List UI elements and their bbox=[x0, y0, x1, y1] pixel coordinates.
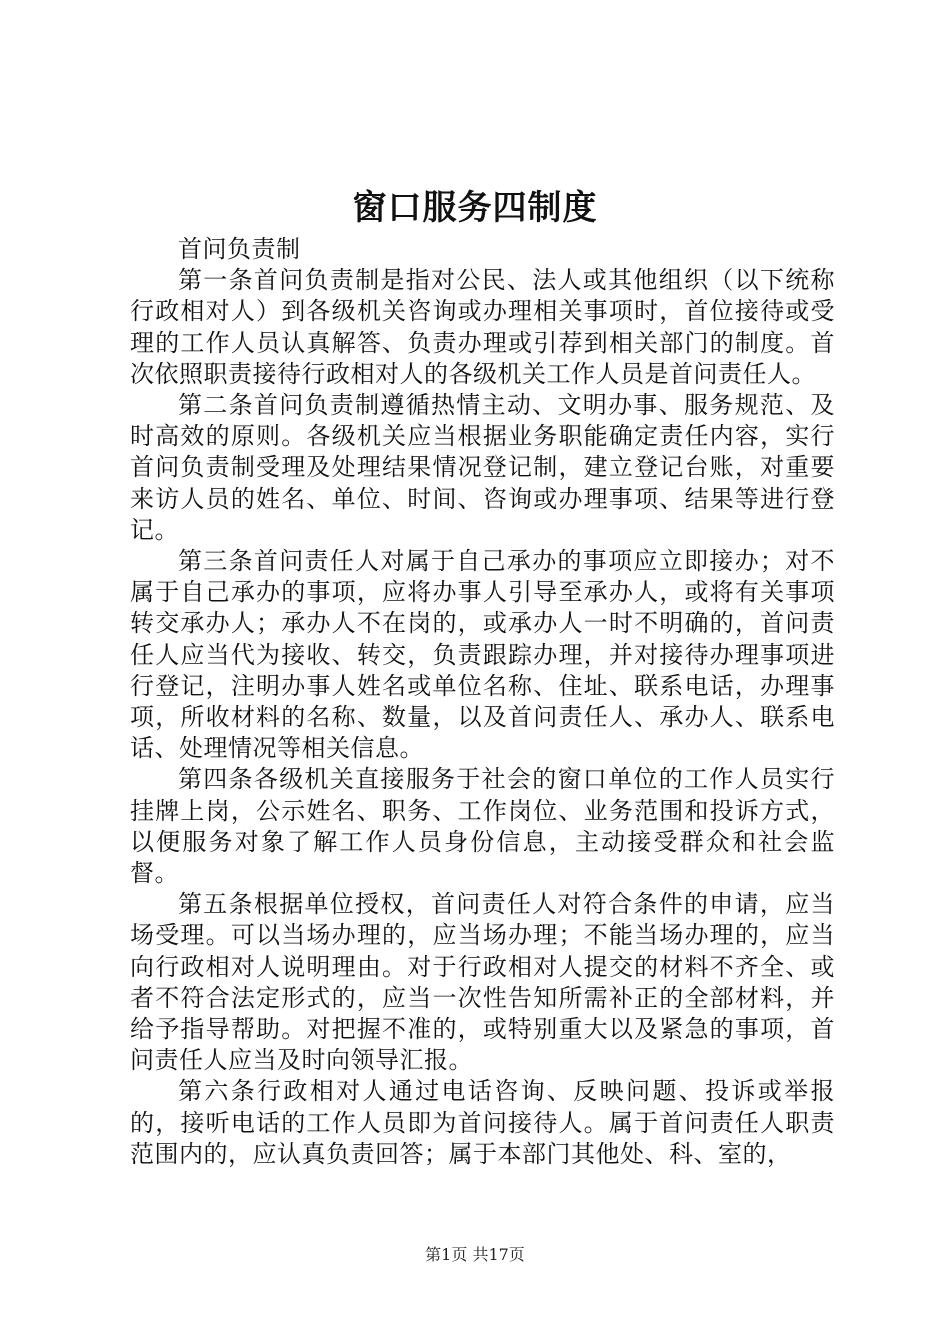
article-6: 第六条行政相对人通过电话咨询、反映问题、投诉或举报的，接听电话的工作人员即为首问接待人。属于首问责任人职责范围内的，应认真负责回答；属于本部门其他处、科、室的， bbox=[130, 1077, 835, 1168]
section-heading: 首问负责制 bbox=[178, 235, 301, 263]
article-1: 第一条首问负责制是指对公民、法人或其他组织（以下统称行政相对人）到各级机关咨询或办理相关事项时，首位接待或受理的工作人员认真解答、负责办理或引荐到相关部门的制度。首次依照职责接待行政相对人的各级机关工作人员是首问责任人。 bbox=[130, 266, 835, 388]
page-number-footer: 第1页 共17页 bbox=[425, 1245, 525, 1264]
document-title: 窗口服务四制度 bbox=[352, 188, 598, 228]
document-body bbox=[130, 234, 835, 1170]
article-5: 第五条根据单位授权，首问责任人对符合条件的申请，应当场受理。可以当场办理的，应当场办理；不能当场办理的，应当向行政相对人说明理由。对于行政相对人提交的材料不齐全、或者不符合法定形式的，应当一次性告知所需补正的全部材料，并给予指导帮助。对把握不准的，或特别重大以及紧急的事项，首问责任人应当及时向领导汇报。 bbox=[130, 890, 835, 1075]
article-4: 第四条各级机关直接服务于社会的窗口单位的工作人员实行挂牌上岗，公示姓名、职务、工作岗位、业务范围和投诉方式，以便服务对象了解工作人员身份信息，主动接受群众和社会监督。 bbox=[130, 765, 835, 888]
article-3: 第三条首问责任人对属于自己承办的事项应立即接办；对不属于自己承办的事项，应将办事人引导至承办人，或将有关事项转交承办人；承办人不在岗的，或承办人一时不明确的，首问责任人应当代为接收、转交，负责跟踪办理，并对接待办理事项进行登记，注明办事人姓名或单位名称、住址、联系电话，办理事项，所收材料的名称、数量，以及首问责任人、承办人、联系电话、处理情况等相关信息。 bbox=[130, 547, 835, 763]
article-2: 第二条首问负责制遵循热情主动、文明办事、服务规范、及时高效的原则。各级机关应当根据业务职能确定责任内容，实行首问负责制受理及处理结果情况登记制，建立登记台账，对重要来访人员的姓名、单位、时间、咨询或办理事项、结果等进行登记。 bbox=[130, 391, 835, 544]
